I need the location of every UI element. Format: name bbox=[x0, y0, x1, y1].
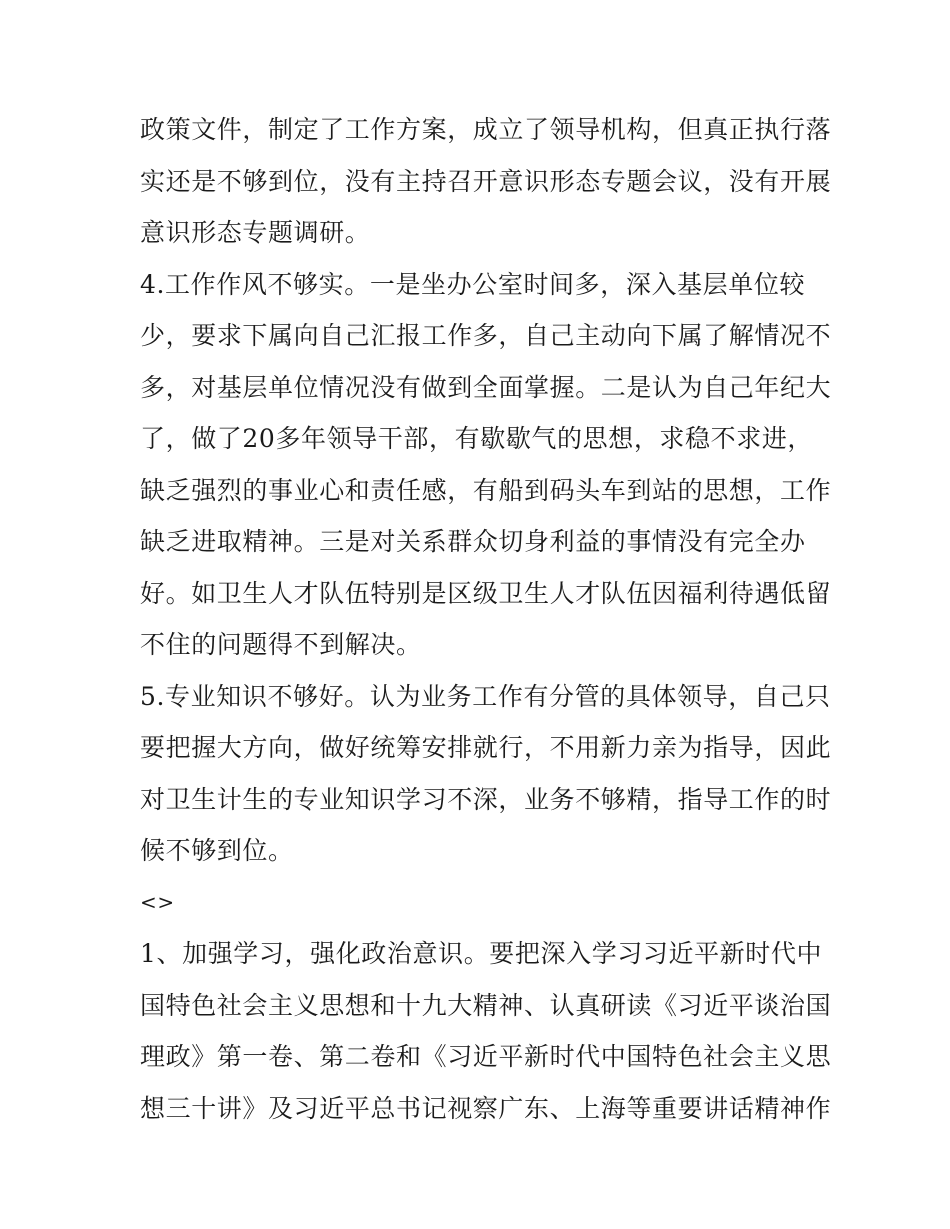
text-line: 意识形态专题调研。 bbox=[140, 218, 371, 247]
text-line: 5.专业知识不够好。认为业务工作有分管的具体领导，自己只 bbox=[140, 681, 831, 711]
text-line: 实还是不够到位，没有主持召开意识形态专题会议，没有开展 bbox=[140, 166, 832, 196]
text-line: 要把握大方向，做好统筹安排就行，不用新力亲为指导，因此 bbox=[140, 733, 832, 762]
text-line: 候不够到位。 bbox=[140, 836, 294, 865]
text-line: 不住的问题得不到解决。 bbox=[140, 630, 422, 659]
text-line: 想三十讲》及习近平总书记视察广东、上海等重要讲话精神作 bbox=[140, 1093, 832, 1123]
text-line: 多，对基层单位情况没有做到全面掌握。二是认为自己年纪大 bbox=[140, 372, 832, 402]
text-line: 缺乏进取精神。三是对关系群众切身利益的事情没有完全办 bbox=[140, 527, 806, 556]
text-line: 4.工作作风不够实。一是坐办公室时间多，深入基层单位较 bbox=[140, 269, 806, 299]
section-marker: <> bbox=[140, 889, 175, 914]
text-line: 好。如卫生人才队伍特别是区级卫生人才队伍因福利待遇低留 bbox=[140, 578, 832, 608]
text-line: 理政》第一卷、第二卷和《习近平新时代中国特色社会主义思 bbox=[140, 1042, 832, 1071]
text-line: 国特色社会主义思想和十九大精神、认真研读《习近平谈治国 bbox=[140, 990, 832, 1020]
text-line: 1、加强学习，强化政治意识。要把深入学习习近平新时代中 bbox=[140, 939, 823, 968]
text-line: 对卫生计生的专业知识学习不深，业务不够精，指导工作的时 bbox=[140, 784, 832, 814]
text-line: 缺乏强烈的事业心和责任感，有船到码头车到站的思想，工作 bbox=[140, 475, 832, 505]
text-line: 少，要求下属向自己汇报工作多，自己主动向下属了解情况不 bbox=[140, 321, 832, 350]
text-line: 政策文件，制定了工作方案，成立了领导机构，但真正执行落 bbox=[140, 115, 832, 144]
document-body bbox=[140, 104, 832, 1134]
text-line: 了，做了20多年领导干部，有歇歇气的思想，求稳不求进， bbox=[140, 424, 814, 453]
